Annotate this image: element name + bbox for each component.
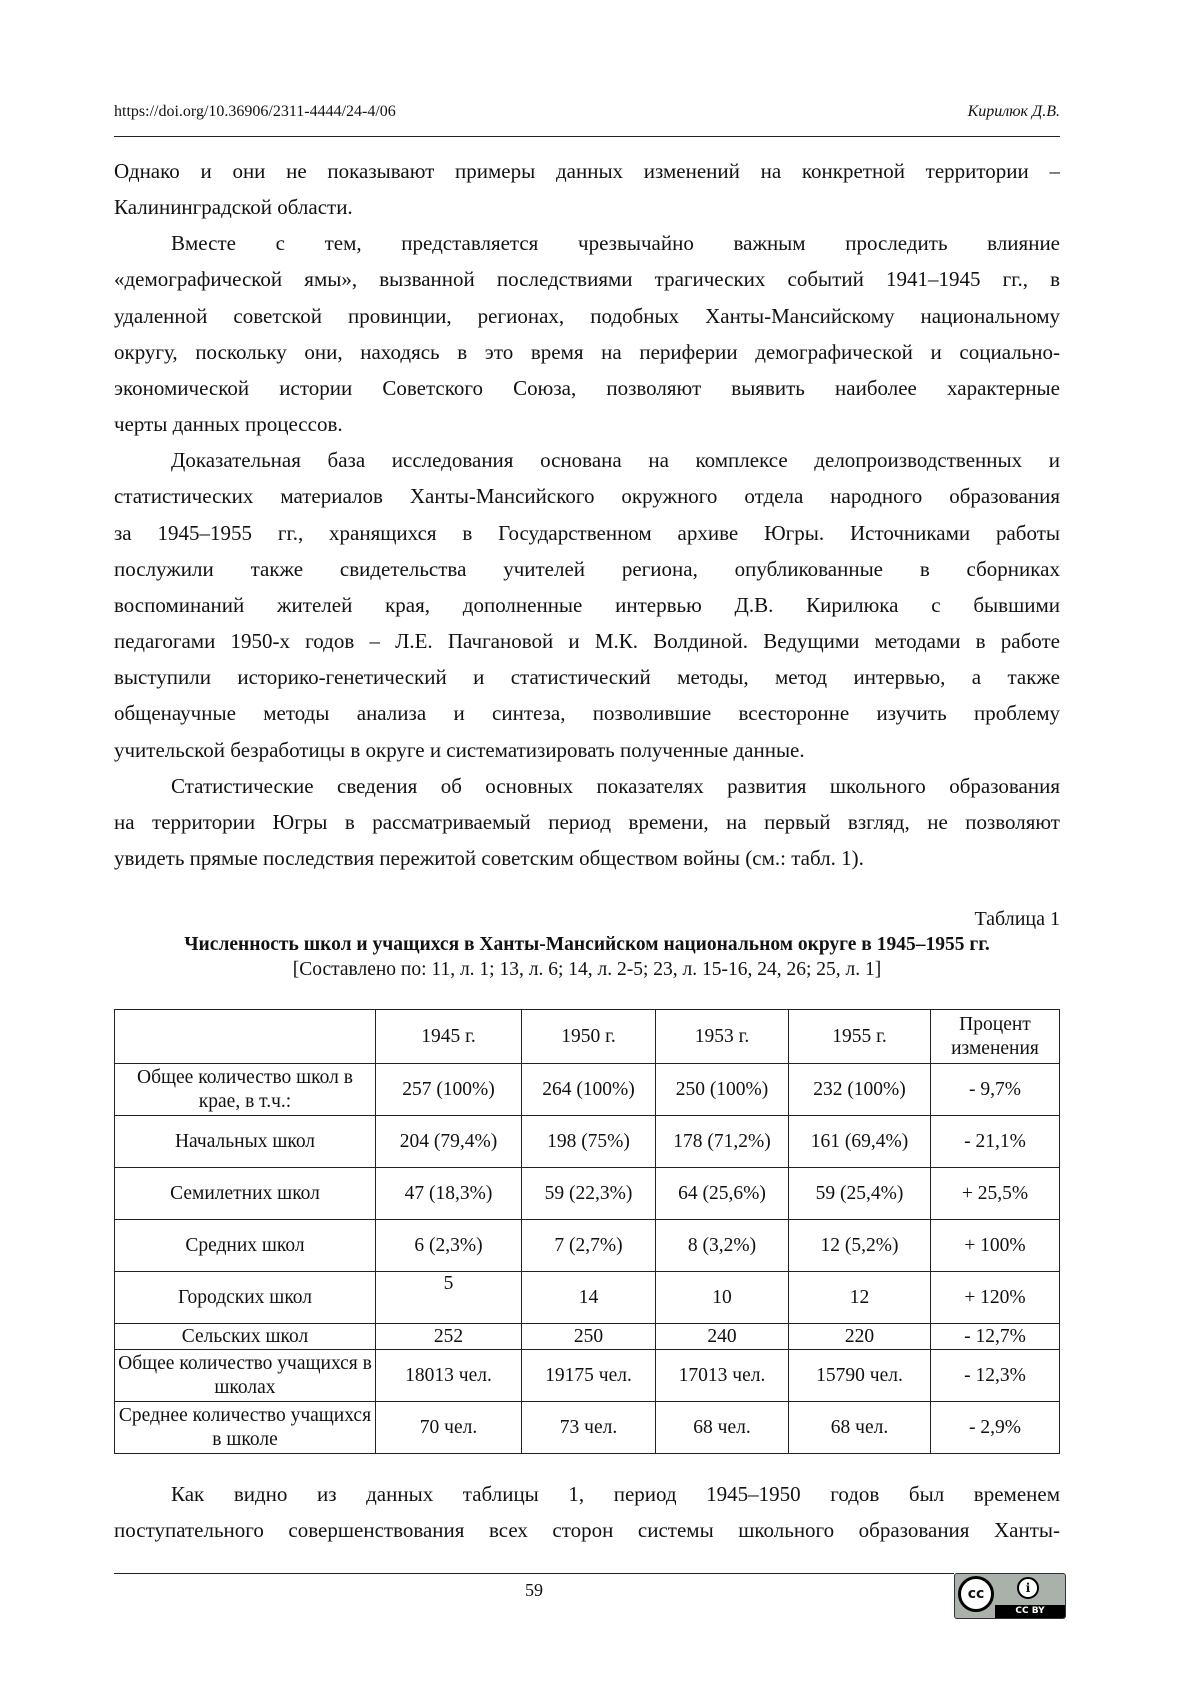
table-cell: 240 xyxy=(656,1324,789,1350)
table-cell: 257 (100%) xyxy=(376,1064,522,1116)
table-cell: 12 (5,2%) xyxy=(789,1220,931,1272)
schools-table xyxy=(114,1009,1060,1454)
paragraph-line: Как видно из данных таблицы 1, период 1945–1950 годов был временем xyxy=(114,1476,1060,1512)
table-cell: 64 (25,6%) xyxy=(656,1168,789,1220)
paragraph-line: Статистические сведения об основных показателях развития школьного образования xyxy=(114,768,1060,804)
table-row xyxy=(115,1324,1060,1350)
after-table-text xyxy=(114,1476,1060,1548)
table-cell: 73 чел. xyxy=(522,1402,656,1454)
table-cell: 19175 чел. xyxy=(522,1350,656,1402)
body-text xyxy=(114,153,1060,876)
column-header xyxy=(115,1010,376,1064)
table-cell: 178 (71,2%) xyxy=(656,1116,789,1168)
paragraph-line: черты данных процессов. xyxy=(114,406,1060,442)
paragraph-line: удаленной советской провинции, регионах, подобных Ханты-Мансийскому национальному xyxy=(114,298,1060,334)
column-header: 1953 г. xyxy=(656,1010,789,1064)
paragraph-line: Доказательная база исследования основана на комплексе делопроизводственных и xyxy=(114,442,1060,478)
row-label-cell: Общее количество школ в крае, в т.ч.: xyxy=(115,1064,376,1116)
page-number: 59 xyxy=(114,1580,954,1601)
table-row xyxy=(115,1350,1060,1402)
paragraph-line: округу, поскольку они, находясь в это время на периферии демографической и социально- xyxy=(114,334,1060,370)
license-label: CC BY xyxy=(995,1605,1065,1618)
table-title: Численность школ и учащихся в Ханты-Мансийском национальном округе в 1945–1955 гг. xyxy=(114,934,1060,956)
table-cell: 68 чел. xyxy=(789,1402,931,1454)
column-header: 1955 г. xyxy=(789,1010,931,1064)
table-source: [Составлено по: 11, л. 1; 13, л. 6; 14, л. 2-5; 23, л. 15-16, 24, 26; 25, л. 1] xyxy=(114,959,1060,981)
table-row xyxy=(115,1272,1060,1324)
author-header: Кирилюк Д.В. xyxy=(968,103,1060,121)
table-cell: 12 xyxy=(789,1272,931,1324)
table-cell: 8 (3,2%) xyxy=(656,1220,789,1272)
row-label-cell: Общее количество учащихся в школах xyxy=(115,1350,376,1402)
table-cell: 7 (2,7%) xyxy=(522,1220,656,1272)
table-cell: - 2,9% xyxy=(931,1402,1060,1454)
table-cell: - 12,3% xyxy=(931,1350,1060,1402)
paragraph-line: поступательного совершенствования всех сторон системы школьного образования Ханты- xyxy=(114,1512,1060,1548)
paragraph-line: на территории Югры в рассматриваемый период времени, на первый взгляд, не позволяют xyxy=(114,804,1060,840)
paragraph-line: послужили также свидетельства учителей региона, опубликованные в сборниках xyxy=(114,551,1060,587)
footer-divider xyxy=(114,1573,954,1574)
paragraph-line: увидеть прямые последствия пережитой советским обществом войны (см.: табл. 1). xyxy=(114,840,1060,876)
table-cell: 59 (25,4%) xyxy=(789,1168,931,1220)
table-cell: 70 чел. xyxy=(376,1402,522,1454)
table-row xyxy=(115,1402,1060,1454)
paragraph-line: педагогами 1950-х годов – Л.Е. Пачгановой и М.К. Волдиной. Ведущими методами в работе xyxy=(114,623,1060,659)
paragraph-line: выступили историко-генетический и статистический методы, метод интервью, а также xyxy=(114,659,1060,695)
table-cell: 17013 чел. xyxy=(656,1350,789,1402)
table-cell: 252 xyxy=(376,1324,522,1350)
table-cell: 18013 чел. xyxy=(376,1350,522,1402)
table-cell: 250 (100%) xyxy=(656,1064,789,1116)
table-cell: 59 (22,3%) xyxy=(522,1168,656,1220)
table-cell: + 25,5% xyxy=(931,1168,1060,1220)
paragraph-line: экономической истории Советского Союза, позволяют выявить наиболее характерные xyxy=(114,370,1060,406)
row-label-cell: Городских школ xyxy=(115,1272,376,1324)
table-cell: 10 xyxy=(656,1272,789,1324)
table-caption: Таблица 1 xyxy=(974,908,1060,931)
table-cell: 220 xyxy=(789,1324,931,1350)
table-cell: 68 чел. xyxy=(656,1402,789,1454)
header-divider xyxy=(114,136,1060,137)
table-cell: 6 (2,3%) xyxy=(376,1220,522,1272)
paragraph-line: общенаучные методы анализа и синтеза, позволившие всесторонне изучить проблему xyxy=(114,695,1060,731)
column-header: 1950 г. xyxy=(522,1010,656,1064)
row-label-cell: Средних школ xyxy=(115,1220,376,1272)
paragraph-line: Однако и они не показывают примеры данных изменений на конкретной территории – xyxy=(114,153,1060,189)
attribution-icon: i xyxy=(1017,1577,1039,1599)
table-cell: 204 (79,4%) xyxy=(376,1116,522,1168)
row-label-cell: Сельских школ xyxy=(115,1324,376,1350)
row-label-cell: Среднее количество учащихся в школе xyxy=(115,1402,376,1454)
paragraph-line: учительской безработицы в округе и систематизировать полученные данные. xyxy=(114,732,1060,768)
table-cell: + 120% xyxy=(931,1272,1060,1324)
table-cell: 161 (69,4%) xyxy=(789,1116,931,1168)
table-cell: 5 xyxy=(376,1272,522,1324)
paragraph-line: за 1945–1955 гг., хранящихся в Государственном архиве Югры. Источниками работы xyxy=(114,515,1060,551)
table-cell: 264 (100%) xyxy=(522,1064,656,1116)
cc-icon: cc xyxy=(958,1576,994,1612)
table-row xyxy=(115,1168,1060,1220)
table-header-row xyxy=(115,1010,1060,1064)
table-cell: 250 xyxy=(522,1324,656,1350)
table-cell: - 12,7% xyxy=(931,1324,1060,1350)
table-row xyxy=(115,1220,1060,1272)
table-row xyxy=(115,1064,1060,1116)
table-cell: 47 (18,3%) xyxy=(376,1168,522,1220)
column-header: 1945 г. xyxy=(376,1010,522,1064)
column-header: Процент изменения xyxy=(931,1010,1060,1064)
row-label-cell: Начальных школ xyxy=(115,1116,376,1168)
table-row xyxy=(115,1116,1060,1168)
table-cell: 198 (75%) xyxy=(522,1116,656,1168)
paragraph-line: статистических материалов Ханты-Мансийского окружного отдела народного образования xyxy=(114,478,1060,514)
cc-by-license-icon[interactable] xyxy=(954,1573,1066,1619)
paragraph-line: воспоминаний жителей края, дополненные интервью Д.В. Кирилюка с бывшими xyxy=(114,587,1060,623)
table-cell: - 9,7% xyxy=(931,1064,1060,1116)
table-cell: 15790 чел. xyxy=(789,1350,931,1402)
paragraph-line: Калининградской области. xyxy=(114,189,1060,225)
paragraph-line: Вместе с тем, представляется чрезвычайно важным проследить влияние xyxy=(114,225,1060,261)
table-cell: - 21,1% xyxy=(931,1116,1060,1168)
table-cell: 14 xyxy=(522,1272,656,1324)
paragraph-line: «демографической ямы», вызванной последствиями трагических событий 1941–1945 гг., в xyxy=(114,261,1060,297)
table-cell: 232 (100%) xyxy=(789,1064,931,1116)
doi-link[interactable]: https://doi.org/10.36906/2311-4444/24-4/06 xyxy=(114,103,396,121)
row-label-cell: Семилетних школ xyxy=(115,1168,376,1220)
table-cell: + 100% xyxy=(931,1220,1060,1272)
